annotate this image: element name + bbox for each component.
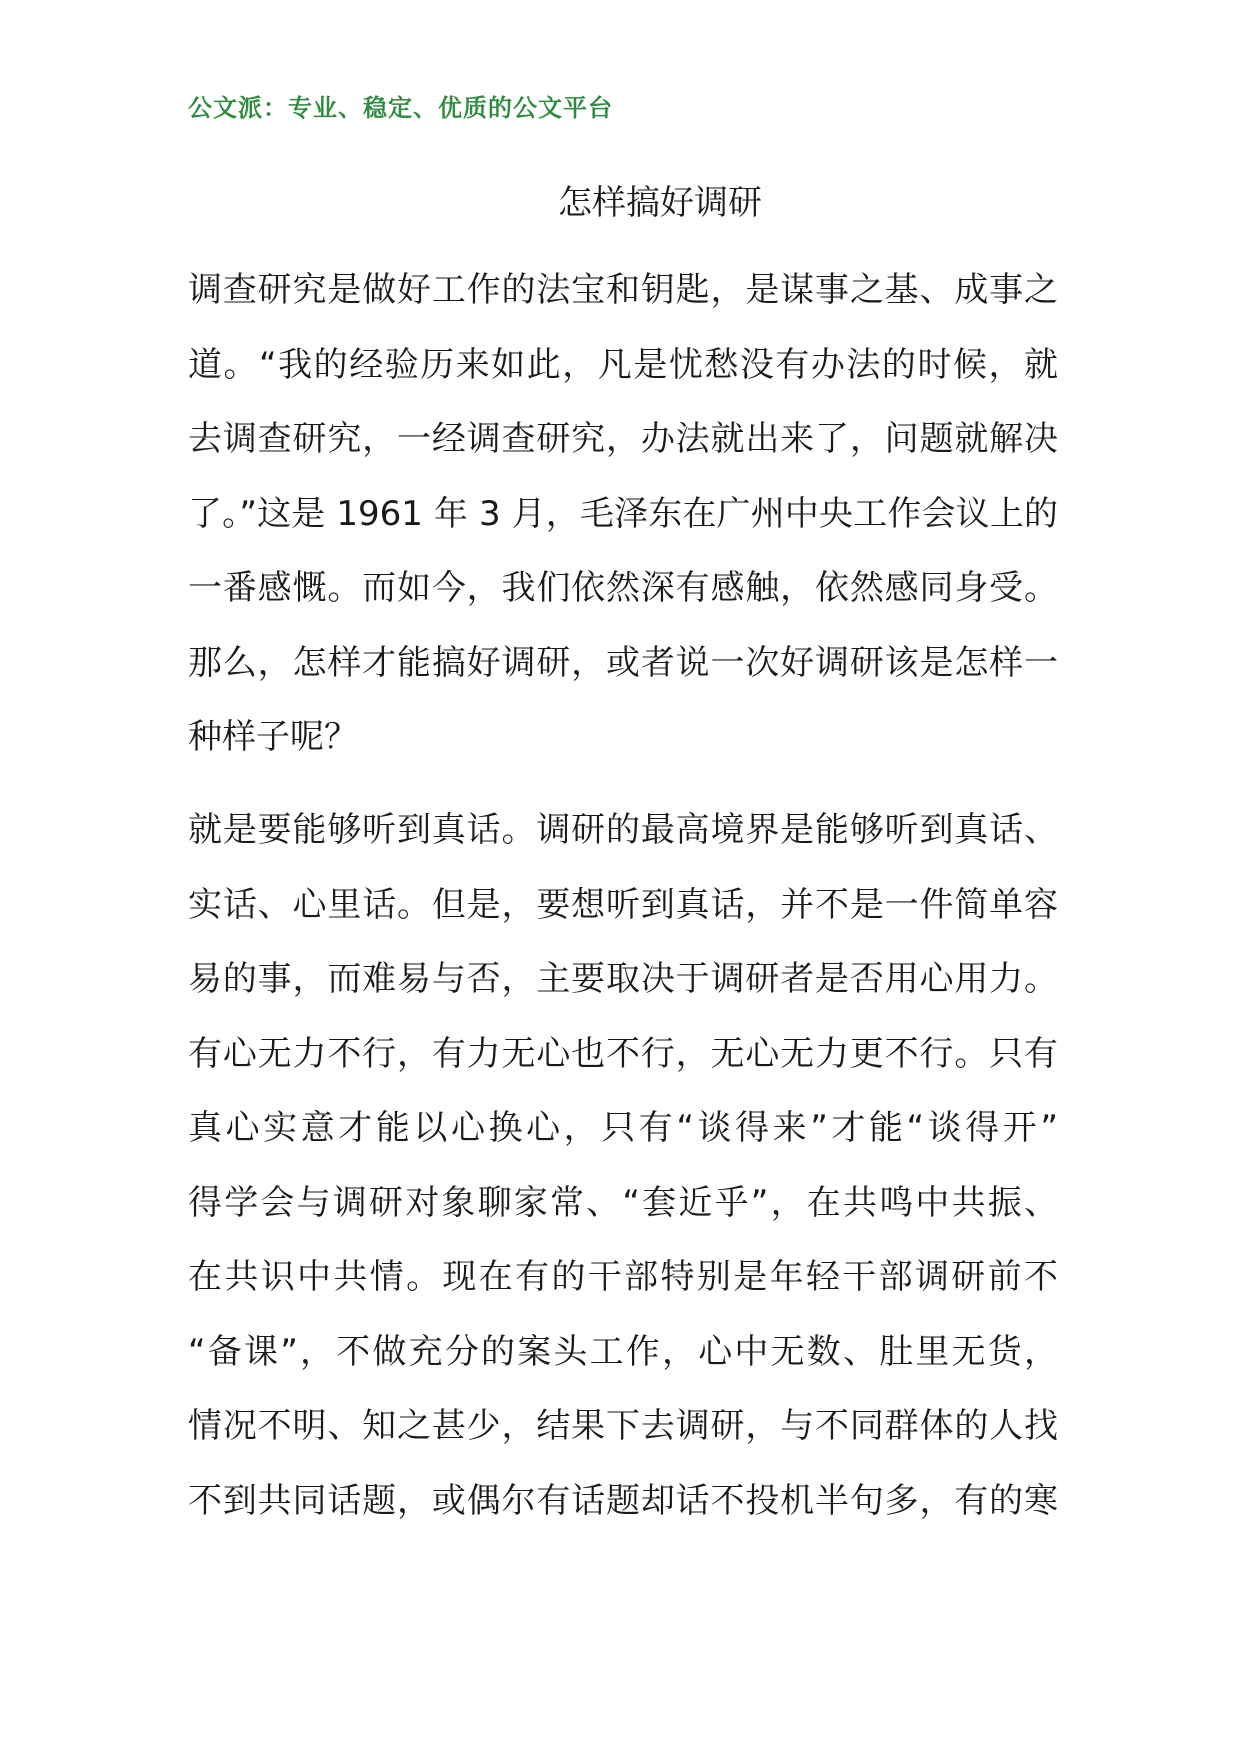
paragraph-line: 调查研究是做好工作的法宝和钥匙，是谋事之基、成事之 — [188, 270, 1058, 310]
document-title: 怎样搞好调研 — [558, 183, 762, 223]
paragraph-line: 得学会与调研对象聊家常、“套近乎”，在共鸣中共振、 — [188, 1182, 1058, 1223]
paragraph-line: 情况不明、知之甚少，结果下去调研，与不同群体的人找 — [188, 1406, 1058, 1446]
paragraph-line: 道。“我的经验历来如此，凡是忧愁没有办法的时候，就 — [188, 344, 1058, 385]
paragraph-line: 那么，怎样才能搞好调研，或者说一次好调研该是怎样一 — [188, 642, 1058, 683]
paragraph-line: 就是要能够听到真话。调研的最高境界是能够听到真话、 — [188, 810, 1058, 850]
brand-header: 公文派：专业、稳定、优质的公文平台 — [188, 94, 613, 122]
paragraph-2 — [188, 793, 1058, 1538]
paragraph-line: 不到共同话题，或偶尔有话题却话不投机半句多，有的寒 — [188, 1480, 1058, 1521]
paragraph-line: 去调查研究，一经调查研究，办法就出来了，问题就解决 — [188, 419, 1058, 459]
paragraph-line: 在共识中共情。现在有的干部特别是年轻干部调研前不 — [188, 1257, 1058, 1297]
paragraph-line: 了。”这是 1961 年 3 月，毛泽东在广州中央工作会议上的 — [188, 493, 1058, 534]
paragraph-1 — [188, 253, 1058, 775]
paragraph-line: 真心实意才能以心换心，只有“谈得来”才能“谈得开” — [188, 1108, 1058, 1148]
paragraph-line: 易的事，而难易与否，主要取决于调研者是否用心用力。 — [188, 959, 1058, 999]
paragraph-line: “备课”，不做充分的案头工作，心中无数、肚里无货， — [188, 1331, 1058, 1372]
paragraph-line: 有心无力不行，有力无心也不行，无心无力更不行。只有 — [188, 1033, 1058, 1074]
paragraph-line: 实话、心里话。但是，要想听到真话，并不是一件简单容 — [188, 884, 1058, 925]
paragraph-line: 种样子呢？ — [188, 717, 358, 757]
paragraph-line: 一番感慨。而如今，我们依然深有感触，依然感同身受。 — [188, 568, 1058, 608]
